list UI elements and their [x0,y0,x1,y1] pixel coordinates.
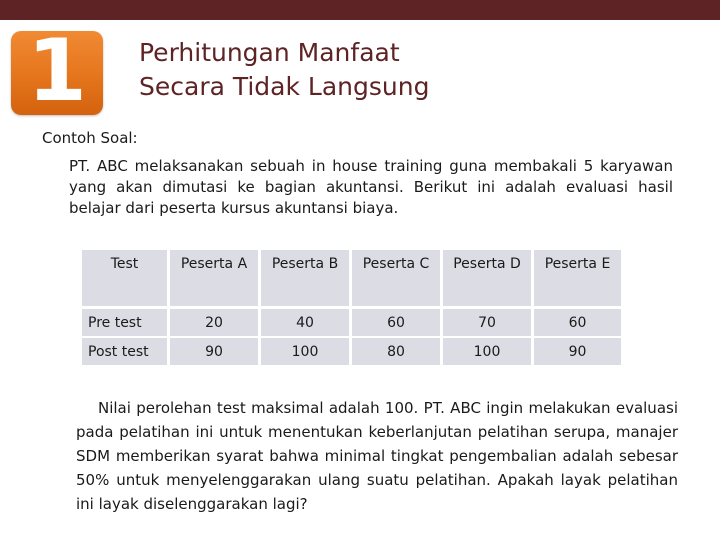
section-label: Contoh Soal: [42,129,138,147]
row-label: Pre test [82,309,167,338]
header-cell-test: Test [82,250,167,309]
closing-paragraph [76,396,678,516]
table-cell: 90 [534,338,621,367]
intro-paragraph: PT. ABC melaksanakan sebuah in house training guna membakali 5 karyawan yang akan dimutasi ke bagian akuntansi. Berikut ini adalah evaluasi hasil belajar dari peserta kursus akuntansi biaya. [69,157,673,217]
table-cell: 60 [534,309,621,338]
slide-title [139,36,559,104]
table-cell: 100 [261,338,349,367]
header-cell-peserta-c: Peserta C [352,250,440,309]
table-row-pre-test [82,309,621,338]
header-cell-peserta-a: Peserta A [170,250,258,309]
title-line-1: Perhitungan Manfaat [139,38,400,67]
table-cell: 20 [170,309,258,338]
results-table [79,250,624,367]
row-label: Post test [82,338,167,367]
closing-text: Nilai perolehan test maksimal adalah 100. PT. ABC ingin melakukan evaluasi pada pelatihan ini untuk menentukan keberlanjutan pelatihan serupa, manajer SDM memberikan syarat bahwa minimal tingkat pengembalian adalah sebesar 50% untuk menyelenggarakan ulang suatu pelatihan. Apakah layak pelatihan ini layak diselenggarakan lagi? [76,399,678,513]
header-cell-peserta-e: Peserta E [534,250,621,309]
table-cell: 100 [443,338,531,367]
table-cell: 60 [352,309,440,338]
header-cell-peserta-b: Peserta B [261,250,349,309]
table-cell: 90 [170,338,258,367]
table-cell: 40 [261,309,349,338]
table-row-post-test [82,338,621,367]
title-line-2: Secara Tidak Langsung [139,72,430,101]
header-cell-peserta-d: Peserta D [443,250,531,309]
table-cell: 70 [443,309,531,338]
number-badge [11,21,103,121]
table-header-row [82,250,621,309]
table-cell: 80 [352,338,440,367]
badge-number: 1 [27,21,87,121]
top-bar [0,0,720,20]
